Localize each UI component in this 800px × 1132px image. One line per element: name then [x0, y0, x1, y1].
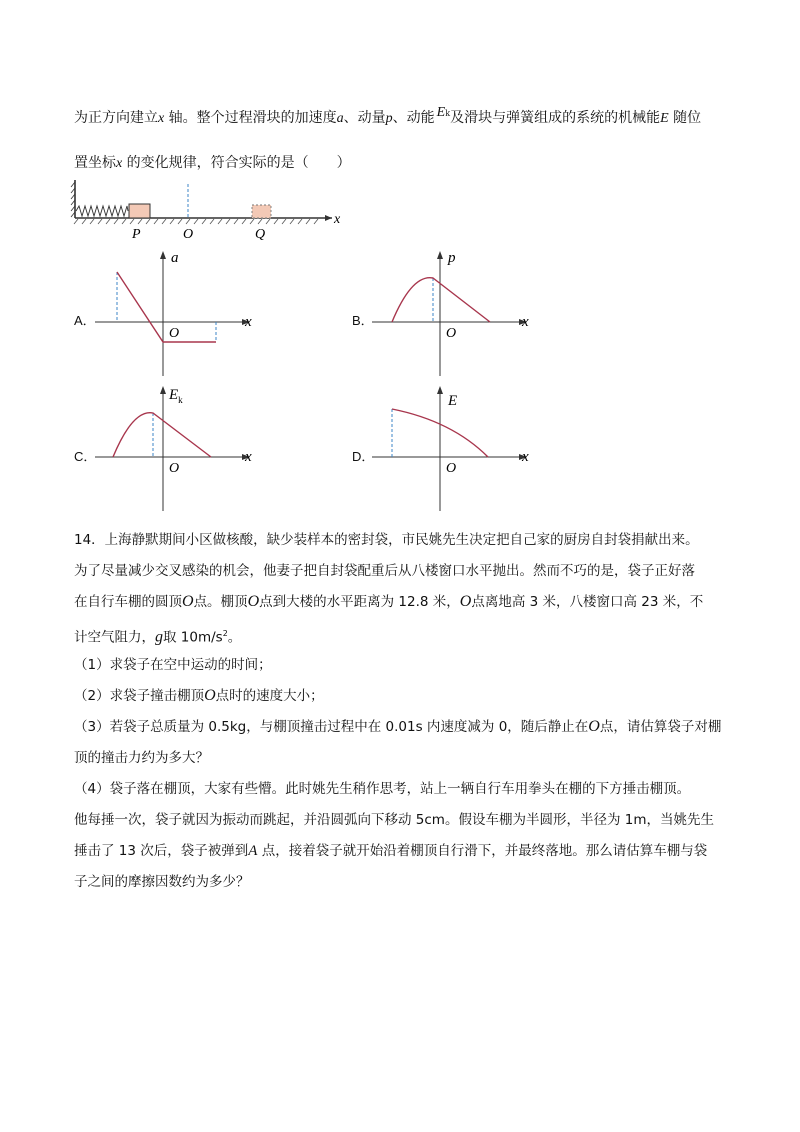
q13-line-1 [74, 105, 702, 130]
axis-label-a: a [171, 250, 179, 266]
block-p [129, 204, 150, 218]
var-ek: E [436, 105, 446, 120]
option-d-label[interactable]: D． [352, 449, 375, 464]
option-c-label[interactable]: C． [74, 449, 97, 464]
text: 点到大楼的水平距离为 12.8 米， [259, 594, 460, 610]
text: 、动量 [343, 110, 386, 126]
text: 随位 [668, 110, 702, 126]
axis-label-ek: $E_k$ [169, 387, 183, 405]
text: 取 10m/s [163, 629, 223, 646]
q14-sub-3 [74, 717, 721, 737]
text: 及滑块与弹簧组成的系统的机械能 [450, 110, 661, 126]
label-Q: Q [255, 227, 266, 242]
var-a: a [336, 111, 344, 126]
text: 在自行车棚的圆顶 [74, 594, 182, 610]
q14-sub-4: （4）袋子落在棚顶，大家有些懵。此时姚先生稍作思考，站上一辆自行车用拳头在棚的下方捶击棚顶。 [74, 781, 691, 797]
curve-b [392, 278, 490, 322]
axis-label-p: p [448, 250, 456, 266]
axis-label-x: x [522, 449, 529, 465]
option-c-graph[interactable] [95, 383, 265, 513]
text: 、动能 [392, 110, 435, 126]
var-o: O [182, 593, 194, 610]
text: 点，接着袋子就开始沿着棚顶自行滑下，并最终落地。那么请估算车棚与袋 [257, 843, 708, 859]
origin-label: O [169, 461, 180, 476]
origin-label: O [446, 326, 457, 341]
var-x: x [158, 111, 165, 126]
q14-line-1: 14．上海静默期间小区做核酸，缺少装样本的密封袋，市民姚先生决定把自己家的厨房自封袋捐献出来。 [74, 532, 699, 548]
var-a: A [248, 843, 258, 859]
var-e: E [660, 111, 669, 126]
axis-label-x: x [522, 314, 529, 330]
var-g: g [155, 628, 163, 646]
option-b-graph[interactable] [372, 248, 542, 378]
text: 点离地高 3 米，八楼窗口高 23 米，不 [471, 594, 704, 610]
text: 计空气阻力， [74, 629, 155, 646]
q14-sub-1: （1）求袋子在空中运动的时间； [74, 657, 272, 673]
axis-label-x: x [245, 449, 252, 465]
q14-line-3 [74, 592, 703, 612]
option-d-graph[interactable] [372, 383, 542, 513]
var-x: x [116, 156, 123, 171]
label-P: P [132, 227, 141, 242]
text: 的变化规律，符合实际的是（ ） [122, 155, 351, 171]
q14-sub-4-l3 [74, 841, 707, 861]
option-b-label[interactable]: B． [352, 313, 374, 328]
q14-sub-4-l4: 子之间的摩擦因数约为多少？ [74, 874, 250, 890]
q14-line-4 [74, 624, 241, 648]
var-ek-sub: k [445, 109, 451, 118]
origin-label: O [446, 461, 457, 476]
text: 轴。整个过程滑块的加速度 [164, 110, 337, 126]
var-p: p [385, 111, 393, 126]
curve-a [117, 272, 216, 342]
text: 点。棚顶 [193, 594, 248, 610]
text: 捶击了 13 次后，袋子被弹到 [74, 843, 249, 859]
var-o: O [204, 687, 216, 704]
q13-line-2 [74, 153, 351, 174]
text: （2）求袋子撞击棚顶 [74, 688, 205, 704]
superscript: 2 [222, 629, 228, 638]
text: 点时的速度大小； [215, 688, 324, 704]
label-O: O [183, 227, 194, 242]
option-a-label[interactable]: A． [74, 313, 96, 328]
q14-sub-4-l2: 他每捶一次，袋子就因为振动而跳起，并沿圆弧向下移动 5cm。假设车棚为半圆形，半径为 1m，当姚先生 [74, 812, 714, 828]
axis-label-x: x [245, 314, 252, 330]
var-o: O [588, 718, 600, 735]
q14-sub-3-cont: 顶的撞击力约为多大？ [74, 750, 209, 766]
q14-sub-2 [74, 686, 324, 706]
text: 。 [227, 629, 242, 646]
block-q [252, 205, 271, 218]
label-x: x [334, 212, 341, 227]
q14-line-2: 为了尽量减少交叉感染的机会，他妻子把自封袋配重后从八楼窗口水平抛出。然而不巧的是，袋子正好落 [74, 563, 695, 579]
curve-c [113, 413, 211, 457]
spring-setup-diagram [70, 178, 350, 243]
origin-label: O [169, 326, 180, 341]
var-o: O [247, 593, 260, 610]
var-o: O [459, 593, 472, 610]
text: 置坐标 [74, 155, 116, 171]
text: 为正方向建立 [74, 110, 158, 126]
text: 点，请估算袋子对棚 [599, 719, 722, 735]
axis-label-e: E [448, 393, 458, 409]
text: （3）若袋子总质量为 0.5kg，与棚顶撞击过程中在 0.01s 内速度减为 0，随后静止在 [74, 719, 589, 735]
option-a-graph[interactable] [95, 248, 265, 378]
